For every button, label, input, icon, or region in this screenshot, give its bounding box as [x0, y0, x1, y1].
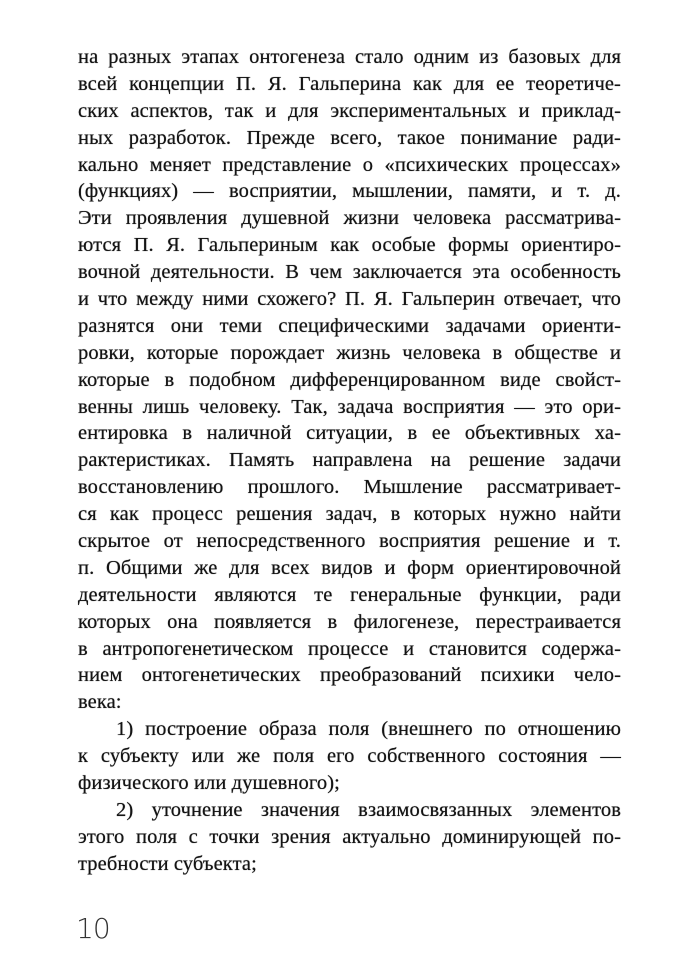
- text-line: разнятся они теми специфическими задачами ориенти-: [78, 314, 621, 337]
- list-item-2-start: 2) уточнение значения взаимосвязанных элементов: [116, 798, 621, 821]
- text-line: п. Общими же для всех видов и форм ориентировочной: [78, 556, 621, 579]
- text-line: которые в подобном дифференцированном виде свойст-: [78, 368, 621, 391]
- text-line: физического или душевного);: [78, 772, 340, 795]
- text-line: ских аспектов, так и для экспериментальных и приклад-: [78, 99, 621, 122]
- text-line: восстановлению прошлого. Мышление рассматривает-: [78, 476, 621, 499]
- text-line: скрытое от непосредственного восприятия решение и т.: [78, 530, 621, 553]
- text-line: которых она появляется в филогенезе, перестраивается: [78, 610, 621, 633]
- text-line: всей концепции П. Я. Гальперина как для ее теоретиче-: [78, 72, 621, 95]
- text-line: требности субъекта;: [78, 852, 257, 875]
- text-line: вочной деятельности. В чем заключается эта особенность: [78, 261, 621, 284]
- text-line: деятельности являются те генеральные функции, ради: [78, 583, 621, 606]
- text-line: к субъекту или же поля его собственного состояния —: [78, 745, 621, 768]
- text-line: кально меняет представление о «психических процессах»: [78, 153, 621, 176]
- text-line: венны лишь человеку. Так, задача восприятия — это ори-: [78, 395, 621, 418]
- text-line: ются П. Я. Гальпериным как особые формы ориентиро-: [78, 234, 621, 257]
- text-line: (функциях) — восприятии, мышлении, памяти, и т. д.: [78, 180, 621, 203]
- text-line: и что между ними схожего? П. Я. Гальперин отвечает, что: [78, 288, 621, 311]
- text-line: нием онтогенетических преобразований психики чело-: [78, 664, 621, 687]
- text-line: ся как процесс решения задач, в которых нужно найти: [78, 503, 621, 526]
- text-line: Эти проявления душевной жизни человека рассматрива-: [78, 207, 621, 230]
- page-number: 10: [76, 912, 110, 945]
- text-line: рактеристиках. Память направлена на решение задачи: [78, 449, 621, 472]
- text-line: на разных этапах онтогенеза стало одним из базовых для: [78, 46, 621, 68]
- list-item-1-start: 1) построение образа поля (внешнего по отношению: [116, 718, 621, 741]
- text-line: ентировка в наличной ситуации, в ее объективных ха-: [78, 422, 621, 445]
- text-line: века:: [78, 691, 122, 714]
- text-line: в антропогенетическом процессе и становится содержа-: [78, 637, 621, 660]
- text-line: этого поля с точки зрения актуально доминирующей по-: [78, 825, 621, 848]
- text-line: ных разработок. Прежде всего, такое понимание ради-: [78, 126, 621, 149]
- text-line: ровки, которые порождает жизнь человека в обществе и: [78, 341, 621, 364]
- page-body-text: [78, 44, 621, 878]
